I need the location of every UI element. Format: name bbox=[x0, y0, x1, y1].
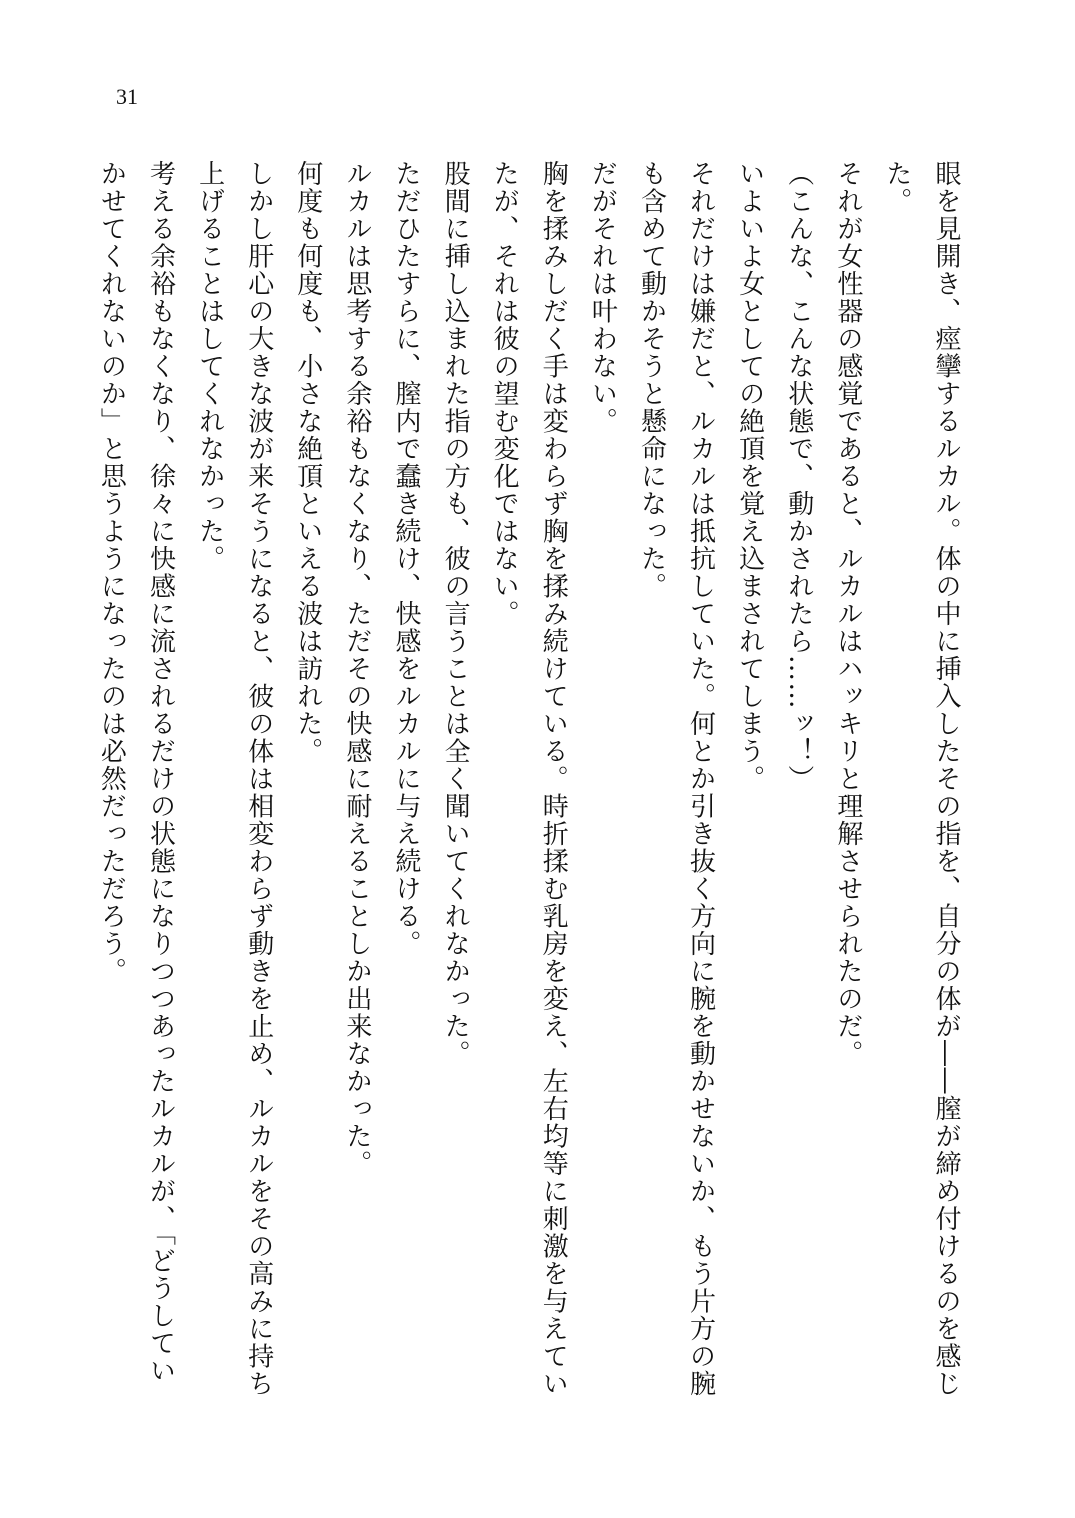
paragraph: それが女性器の感覚であると、ルカルはハッキリと理解させられたのだ。 bbox=[832, 160, 863, 1068]
paragraph: 考える余裕もなくなり、徐々に快感に流されるだけの状態になりつつあったルカルが、「どうしていかせてくれないのか」と思うようになったのは必然だっただろう。 bbox=[96, 160, 176, 1385]
paragraph: （こんな、こんな状態で、動かされたら……ッ！） bbox=[783, 160, 814, 793]
paragraph: 眼を見開き、痙攣するルカル。体の中に挿入したその指を、自分の体が――膣が締め付けるのを感じた。 bbox=[881, 160, 961, 1398]
paragraph: ただひたすらに、膣内で蠢き続け、快感をルカルに与え続ける。 bbox=[390, 160, 421, 958]
vertical-text-body bbox=[86, 160, 970, 1400]
paragraph: 胸を揉みしだく手は変わらず胸を揉み続けている。時折揉む乳房を変え、左右均等に刺激を与えていたが、それは彼の望む変化ではない。 bbox=[489, 160, 569, 1398]
paragraph: 何度も何度も、小さな絶頂といえる波は訪れた。 bbox=[292, 160, 323, 765]
paragraph: それだけは嫌だと、ルカルは抵抗していた。何とか引き抜く方向に腕を動かせないか、もう片方の腕も含めて動かそうと懸命になった。 bbox=[636, 160, 716, 1398]
page-number: 31 bbox=[116, 84, 138, 109]
paragraph: いよいよ女としての絶頂を覚え込まされてしまう。 bbox=[734, 160, 765, 793]
paragraph: 股間に挿し込まれた指の方も、彼の言うことは全く聞いてくれなかった。 bbox=[440, 160, 471, 1068]
paragraph: だがそれは叶わない。 bbox=[587, 160, 618, 435]
paragraph: しかし肝心の大きな波が来そうになると、彼の体は相変わらず動きを止め、ルカルをその高みに持ち上げることはしてくれなかった。 bbox=[194, 160, 274, 1398]
paragraph: ルカルは思考する余裕もなくなり、ただその快感に耐えることしか出来なかった。 bbox=[341, 160, 372, 1178]
